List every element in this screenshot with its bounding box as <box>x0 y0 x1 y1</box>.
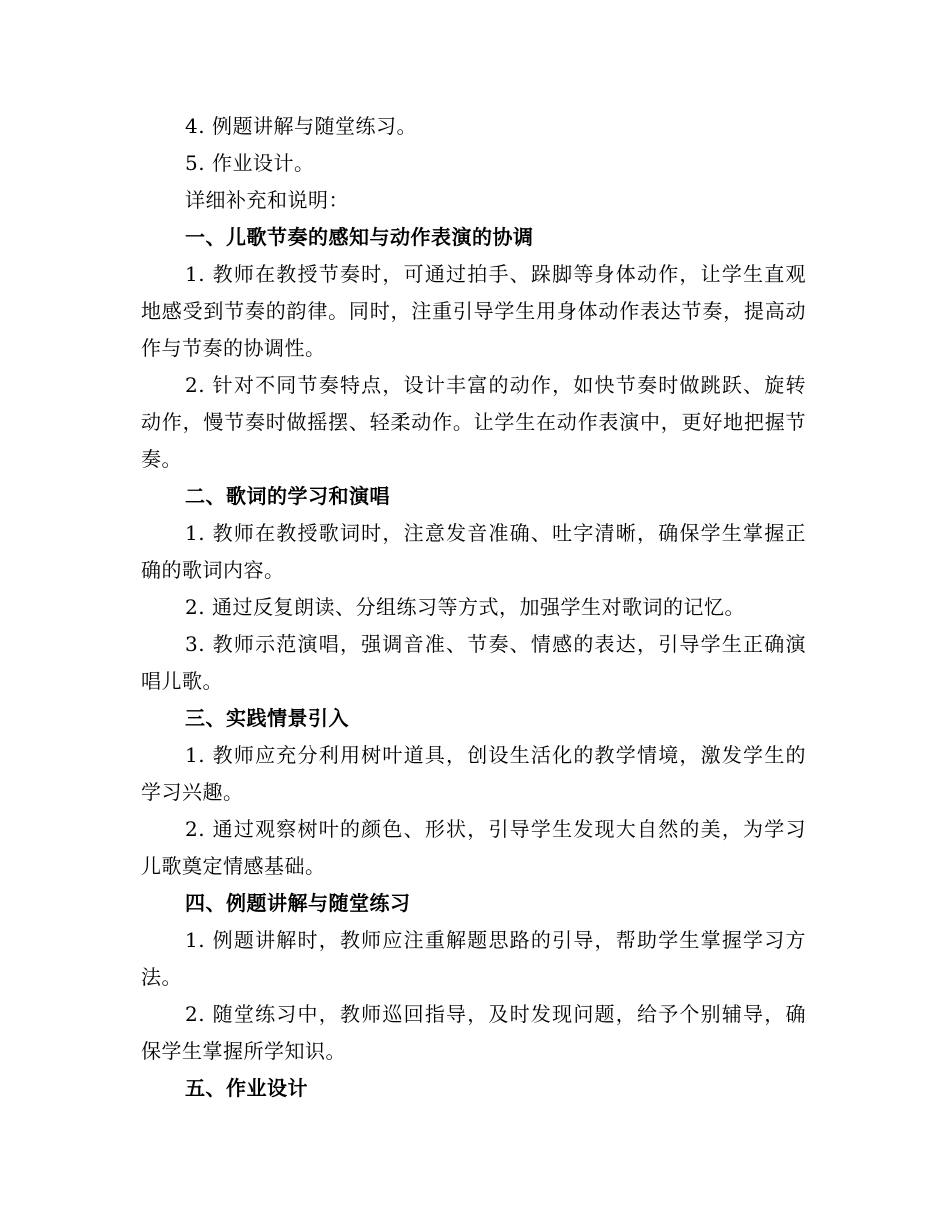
section-2-paragraph-1: 1. 教师在教授歌词时，注意发音准确、吐字清晰，确保学生掌握正确的歌词内容。 <box>141 521 806 582</box>
supplement-label: 详细补充和说明： <box>185 188 349 212</box>
section-heading-2: 二、歌词的学习和演唱 <box>185 484 390 508</box>
section-heading-4: 四、例题讲解与随堂练习 <box>185 891 411 915</box>
section-4-paragraph-1: 1. 例题讲解时，教师应注重解题思路的引导，帮助学生掌握学习方法。 <box>141 928 806 989</box>
intro-item-5: 5. 作业设计。 <box>185 151 315 175</box>
section-2-paragraph-3: 3. 教师示范演唱，强调音准、节奏、情感的表达，引导学生正确演唱儿歌。 <box>141 632 806 693</box>
section-1-paragraph-1: 1. 教师在教授节奏时，可通过拍手、跺脚等身体动作，让学生直观地感受到节奏的韵律。同时，注重引导学生用身体动作表达节奏，提高动作与节奏的协调性。 <box>141 262 806 360</box>
section-heading-1: 一、儿歌节奏的感知与动作表演的协调 <box>185 225 534 249</box>
section-heading-3: 三、实践情景引入 <box>185 706 349 730</box>
section-2-paragraph-2: 2. 通过反复朗读、分组练习等方式，加强学生对歌词的记忆。 <box>185 595 745 619</box>
section-3-paragraph-2: 2. 通过观察树叶的颜色、形状，引导学生发现大自然的美，为学习儿歌奠定情感基础。 <box>141 817 806 878</box>
section-heading-5: 五、作业设计 <box>185 1076 308 1100</box>
section-3-paragraph-1: 1. 教师应充分利用树叶道具，创设生活化的教学情境，激发学生的学习兴趣。 <box>141 743 806 804</box>
document-body <box>141 108 806 1107</box>
section-1-paragraph-2: 2. 针对不同节奏特点，设计丰富的动作，如快节奏时做跳跃、旋转动作，慢节奏时做摇摆、轻柔动作。让学生在动作表演中，更好地把握节奏。 <box>141 373 806 471</box>
section-4-paragraph-2: 2. 随堂练习中，教师巡回指导，及时发现问题，给予个别辅导，确保学生掌握所学知识。 <box>141 1002 806 1063</box>
intro-item-4: 4. 例题讲解与随堂练习。 <box>185 114 417 138</box>
